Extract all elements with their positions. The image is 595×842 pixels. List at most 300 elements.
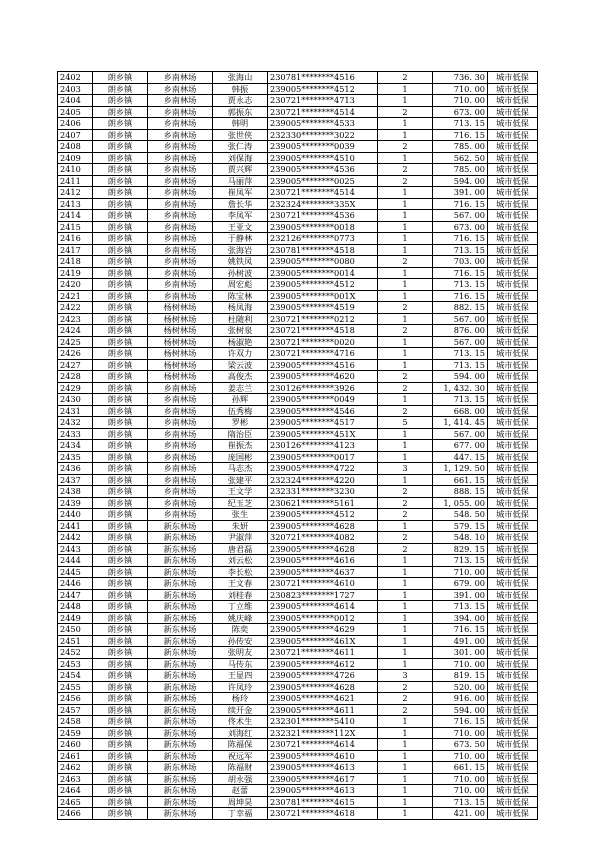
household-size-cell: 2: [378, 405, 433, 417]
record-number: 2461: [58, 750, 93, 762]
table-row: [58, 704, 538, 716]
town-cell: 朗乡镇: [93, 474, 148, 486]
table-row: [58, 589, 538, 601]
village-cell: 乡南林场: [148, 141, 213, 153]
id-number-cell: 239005********4512: [268, 509, 378, 521]
village-cell: 乡南林场: [148, 164, 213, 176]
record-number: 2434: [58, 440, 93, 452]
table-row: [58, 279, 538, 291]
table-body: [58, 72, 538, 820]
id-number-cell: 230781********4518: [268, 244, 378, 256]
table-row: [58, 210, 538, 222]
id-number-cell: 232321********112X: [268, 727, 378, 739]
household-size-cell: 1: [378, 451, 433, 463]
record-number: 2460: [58, 739, 93, 751]
record-number: 2433: [58, 428, 93, 440]
town-cell: 朗乡镇: [93, 221, 148, 233]
id-number-cell: 232126********0773: [268, 233, 378, 245]
category-cell: 城市低保: [488, 451, 538, 463]
table-row: [58, 785, 538, 797]
id-number-cell: 239005********4628: [268, 681, 378, 693]
table-row: [58, 152, 538, 164]
table-row: [58, 382, 538, 394]
amount-cell: 829. 15: [433, 543, 488, 555]
town-cell: 朗乡镇: [93, 670, 148, 682]
amount-cell: 567. 00: [433, 428, 488, 440]
id-number-cell: 239005********4614: [268, 601, 378, 613]
village-cell: 新东林场: [148, 578, 213, 590]
village-cell: 新东林场: [148, 658, 213, 670]
amount-cell: 703. 00: [433, 256, 488, 268]
amount-cell: 713. 15: [433, 359, 488, 371]
amount-cell: 710. 00: [433, 658, 488, 670]
household-size-cell: 1: [378, 244, 433, 256]
id-number-cell: 239005********4637: [268, 566, 378, 578]
amount-cell: 661. 15: [433, 474, 488, 486]
id-number-cell: 230721********4713: [268, 95, 378, 107]
table-row: [58, 601, 538, 613]
table-row: [58, 773, 538, 785]
village-cell: 乡南林场: [148, 290, 213, 302]
name-cell: 孙辉: [213, 394, 268, 406]
amount-cell: 716. 15: [433, 624, 488, 636]
name-cell: 续开金: [213, 704, 268, 716]
household-size-cell: 1: [378, 428, 433, 440]
town-cell: 朗乡镇: [93, 566, 148, 578]
town-cell: 朗乡镇: [93, 624, 148, 636]
household-size-cell: 2: [378, 302, 433, 314]
amount-cell: 710. 00: [433, 95, 488, 107]
town-cell: 朗乡镇: [93, 612, 148, 624]
household-size-cell: 1: [378, 83, 433, 95]
id-number-cell: 230721********4514: [268, 106, 378, 118]
amount-cell: 710. 00: [433, 750, 488, 762]
table-row: [58, 762, 538, 774]
town-cell: 朗乡镇: [93, 394, 148, 406]
category-cell: 城市低保: [488, 267, 538, 279]
table-row: [58, 83, 538, 95]
town-cell: 朗乡镇: [93, 279, 148, 291]
amount-cell: 713. 15: [433, 348, 488, 360]
table-row: [58, 451, 538, 463]
town-cell: 朗乡镇: [93, 589, 148, 601]
household-size-cell: 1: [378, 520, 433, 532]
village-cell: 新东林场: [148, 716, 213, 728]
town-cell: 朗乡镇: [93, 463, 148, 475]
category-cell: 城市低保: [488, 543, 538, 555]
name-cell: 张明友: [213, 647, 268, 659]
amount-cell: 710. 00: [433, 773, 488, 785]
town-cell: 朗乡镇: [93, 325, 148, 337]
village-cell: 新东林场: [148, 727, 213, 739]
amount-cell: 394. 00: [433, 612, 488, 624]
table-row: [58, 497, 538, 509]
record-number: 2450: [58, 624, 93, 636]
village-cell: 乡南林场: [148, 440, 213, 452]
table-row: [58, 302, 538, 314]
id-number-cell: 230823********1727: [268, 589, 378, 601]
id-number-cell: 230721********4716: [268, 348, 378, 360]
amount-cell: 716. 15: [433, 716, 488, 728]
category-cell: 城市低保: [488, 164, 538, 176]
amount-cell: 673. 00: [433, 106, 488, 118]
amount-cell: 710. 00: [433, 785, 488, 797]
amount-cell: 562. 50: [433, 152, 488, 164]
record-number: 2458: [58, 716, 93, 728]
table-row: [58, 647, 538, 659]
name-cell: 张生: [213, 509, 268, 521]
id-number-cell: 230781********4615: [268, 796, 378, 808]
amount-cell: 677. 00: [433, 440, 488, 452]
id-number-cell: 239005********4620: [268, 371, 378, 383]
amount-cell: 391. 00: [433, 589, 488, 601]
village-cell: 乡南林场: [148, 95, 213, 107]
record-number: 2456: [58, 693, 93, 705]
household-size-cell: 3: [378, 670, 433, 682]
household-size-cell: 1: [378, 727, 433, 739]
amount-cell: 567. 00: [433, 336, 488, 348]
amount-cell: 594. 00: [433, 704, 488, 716]
town-cell: 朗乡镇: [93, 532, 148, 544]
household-size-cell: 2: [378, 704, 433, 716]
id-number-cell: 239005********0049: [268, 394, 378, 406]
amount-cell: 785. 00: [433, 141, 488, 153]
amount-cell: 713. 15: [433, 796, 488, 808]
name-cell: 陈福财: [213, 762, 268, 774]
category-cell: 城市低保: [488, 313, 538, 325]
village-cell: 新东林场: [148, 704, 213, 716]
town-cell: 朗乡镇: [93, 95, 148, 107]
amount-cell: 716. 15: [433, 129, 488, 141]
record-number: 2462: [58, 762, 93, 774]
household-size-cell: 1: [378, 647, 433, 659]
village-cell: 杨树林场: [148, 371, 213, 383]
category-cell: 城市低保: [488, 486, 538, 498]
household-size-cell: 1: [378, 394, 433, 406]
table-row: [58, 474, 538, 486]
name-cell: 丁幸福: [213, 808, 268, 820]
record-number: 2430: [58, 394, 93, 406]
household-size-cell: 1: [378, 785, 433, 797]
id-number-cell: 239005********4613: [268, 785, 378, 797]
category-cell: 城市低保: [488, 681, 538, 693]
town-cell: 朗乡镇: [93, 762, 148, 774]
town-cell: 朗乡镇: [93, 313, 148, 325]
id-number-cell: 239005********0018: [268, 221, 378, 233]
record-number: 2459: [58, 727, 93, 739]
amount-cell: 1, 055. 00: [433, 497, 488, 509]
town-cell: 朗乡镇: [93, 750, 148, 762]
town-cell: 朗乡镇: [93, 796, 148, 808]
category-cell: 城市低保: [488, 233, 538, 245]
category-cell: 城市低保: [488, 739, 538, 751]
village-cell: 新东林场: [148, 681, 213, 693]
name-cell: 尹淑萍: [213, 532, 268, 544]
table-row: [58, 221, 538, 233]
amount-cell: 668. 00: [433, 405, 488, 417]
name-cell: 刘保海: [213, 152, 268, 164]
town-cell: 朗乡镇: [93, 152, 148, 164]
village-cell: 新东林场: [148, 647, 213, 659]
household-size-cell: 1: [378, 658, 433, 670]
category-cell: 城市低保: [488, 382, 538, 394]
category-cell: 城市低保: [488, 187, 538, 199]
amount-cell: 713. 15: [433, 394, 488, 406]
amount-cell: 673. 50: [433, 739, 488, 751]
village-cell: 乡南林场: [148, 221, 213, 233]
village-cell: 杨树林场: [148, 325, 213, 337]
amount-cell: 447. 15: [433, 451, 488, 463]
id-number-cell: 230721********4536: [268, 210, 378, 222]
name-cell: 韩振: [213, 83, 268, 95]
town-cell: 朗乡镇: [93, 543, 148, 555]
record-number: 2414: [58, 210, 93, 222]
table-row: [58, 325, 538, 337]
village-cell: 乡南林场: [148, 382, 213, 394]
town-cell: 朗乡镇: [93, 129, 148, 141]
town-cell: 朗乡镇: [93, 635, 148, 647]
amount-cell: 713. 15: [433, 118, 488, 130]
town-cell: 朗乡镇: [93, 233, 148, 245]
id-number-cell: 230721********4611: [268, 647, 378, 659]
table-row: [58, 198, 538, 210]
category-cell: 城市低保: [488, 727, 538, 739]
town-cell: 朗乡镇: [93, 808, 148, 820]
id-number-cell: 232324********335X: [268, 198, 378, 210]
household-size-cell: 1: [378, 808, 433, 820]
name-cell: 纪玉芝: [213, 497, 268, 509]
town-cell: 朗乡镇: [93, 451, 148, 463]
id-number-cell: 230721********0020: [268, 336, 378, 348]
table-row: [58, 739, 538, 751]
id-number-cell: 239005********4519: [268, 302, 378, 314]
id-number-cell: 239005********0080: [268, 256, 378, 268]
town-cell: 朗乡镇: [93, 716, 148, 728]
record-number: 2440: [58, 509, 93, 521]
amount-cell: 579. 15: [433, 520, 488, 532]
table-row: [58, 118, 538, 130]
table-row: [58, 371, 538, 383]
name-cell: 郭振东: [213, 106, 268, 118]
record-number: 2403: [58, 83, 93, 95]
village-cell: 新东林场: [148, 670, 213, 682]
category-cell: 城市低保: [488, 566, 538, 578]
amount-cell: 710. 00: [433, 727, 488, 739]
name-cell: 杨玲: [213, 693, 268, 705]
id-number-cell: 239005********0017: [268, 451, 378, 463]
village-cell: 杨树林场: [148, 359, 213, 371]
record-number: 2409: [58, 152, 93, 164]
record-number: 2428: [58, 371, 93, 383]
village-cell: 乡南林场: [148, 394, 213, 406]
record-number: 2404: [58, 95, 93, 107]
table-row: [58, 348, 538, 360]
household-size-cell: 5: [378, 417, 433, 429]
village-cell: 新东林场: [148, 555, 213, 567]
id-number-cell: 239005********4536: [268, 164, 378, 176]
household-size-cell: 1: [378, 440, 433, 452]
id-number-cell: 230621********5161: [268, 497, 378, 509]
category-cell: 城市低保: [488, 555, 538, 567]
town-cell: 朗乡镇: [93, 267, 148, 279]
record-number: 2410: [58, 164, 93, 176]
town-cell: 朗乡镇: [93, 647, 148, 659]
id-number-cell: 230126********4123: [268, 440, 378, 452]
household-size-cell: 1: [378, 612, 433, 624]
id-number-cell: 239005********0012: [268, 612, 378, 624]
category-cell: 城市低保: [488, 509, 538, 521]
household-size-cell: 1: [378, 773, 433, 785]
table-row: [58, 509, 538, 521]
name-cell: 周坤昊: [213, 796, 268, 808]
table-row: [58, 187, 538, 199]
category-cell: 城市低保: [488, 221, 538, 233]
town-cell: 朗乡镇: [93, 555, 148, 567]
name-cell: 梁云波: [213, 359, 268, 371]
category-cell: 城市低保: [488, 394, 538, 406]
name-cell: 张建平: [213, 474, 268, 486]
category-cell: 城市低保: [488, 72, 538, 84]
category-cell: 城市低保: [488, 589, 538, 601]
household-size-cell: 1: [378, 601, 433, 613]
name-cell: 唐君磊: [213, 543, 268, 555]
category-cell: 城市低保: [488, 635, 538, 647]
household-size-cell: 1: [378, 716, 433, 728]
id-number-cell: 230721********4518: [268, 325, 378, 337]
town-cell: 朗乡镇: [93, 359, 148, 371]
table-row: [58, 175, 538, 187]
category-cell: 城市低保: [488, 279, 538, 291]
name-cell: 姜志兰: [213, 382, 268, 394]
category-cell: 城市低保: [488, 578, 538, 590]
town-cell: 朗乡镇: [93, 244, 148, 256]
id-number-cell: 232324********4220: [268, 474, 378, 486]
amount-cell: 785. 00: [433, 164, 488, 176]
name-cell: 陈宝林: [213, 290, 268, 302]
id-number-cell: 232331********3230: [268, 486, 378, 498]
table-row: [58, 727, 538, 739]
table-row: [58, 796, 538, 808]
id-number-cell: 239005********4722: [268, 463, 378, 475]
category-cell: 城市低保: [488, 647, 538, 659]
town-cell: 朗乡镇: [93, 509, 148, 521]
category-cell: 城市低保: [488, 773, 538, 785]
village-cell: 新东林场: [148, 785, 213, 797]
record-number: 2452: [58, 647, 93, 659]
amount-cell: 716. 15: [433, 290, 488, 302]
table-row: [58, 164, 538, 176]
record-number: 2444: [58, 555, 93, 567]
household-size-cell: 1: [378, 279, 433, 291]
id-number-cell: 230721********4614: [268, 739, 378, 751]
table-row: [58, 681, 538, 693]
table-row: [58, 670, 538, 682]
village-cell: 乡南林场: [148, 417, 213, 429]
category-cell: 城市低保: [488, 785, 538, 797]
household-size-cell: 2: [378, 325, 433, 337]
town-cell: 朗乡镇: [93, 417, 148, 429]
id-number-cell: 239005********4628: [268, 520, 378, 532]
amount-cell: 716. 15: [433, 267, 488, 279]
record-number: 2416: [58, 233, 93, 245]
name-cell: 周宏彪: [213, 279, 268, 291]
household-size-cell: 1: [378, 578, 433, 590]
name-cell: 佟术生: [213, 716, 268, 728]
name-cell: 胡永强: [213, 773, 268, 785]
record-number: 2407: [58, 129, 93, 141]
category-cell: 城市低保: [488, 141, 538, 153]
category-cell: 城市低保: [488, 440, 538, 452]
village-cell: 乡南林场: [148, 129, 213, 141]
village-cell: 乡南林场: [148, 509, 213, 521]
category-cell: 城市低保: [488, 601, 538, 613]
town-cell: 朗乡镇: [93, 83, 148, 95]
amount-cell: 567. 00: [433, 313, 488, 325]
id-number-cell: 239005********4611: [268, 704, 378, 716]
category-cell: 城市低保: [488, 750, 538, 762]
village-cell: 乡南林场: [148, 474, 213, 486]
table-row: [58, 267, 538, 279]
name-cell: 陈福保: [213, 739, 268, 751]
id-number-cell: 239005********0039: [268, 141, 378, 153]
id-number-cell: 239005********451X: [268, 428, 378, 440]
category-cell: 城市低保: [488, 175, 538, 187]
village-cell: 乡南林场: [148, 244, 213, 256]
village-cell: 新东林场: [148, 773, 213, 785]
record-number: 2425: [58, 336, 93, 348]
name-cell: 贾永志: [213, 95, 268, 107]
village-cell: 杨树林场: [148, 313, 213, 325]
household-size-cell: 1: [378, 555, 433, 567]
category-cell: 城市低保: [488, 474, 538, 486]
name-cell: 陈奕: [213, 624, 268, 636]
town-cell: 朗乡镇: [93, 290, 148, 302]
id-number-cell: 239005********4612: [268, 658, 378, 670]
id-number-cell: 239005********0025: [268, 175, 378, 187]
id-number-cell: 230721********0212: [268, 313, 378, 325]
table-row: [58, 405, 538, 417]
town-cell: 朗乡镇: [93, 382, 148, 394]
category-cell: 城市低保: [488, 612, 538, 624]
name-cell: 罗彬: [213, 417, 268, 429]
amount-cell: 594. 00: [433, 175, 488, 187]
village-cell: 新东林场: [148, 624, 213, 636]
category-cell: 城市低保: [488, 83, 538, 95]
village-cell: 乡南林场: [148, 405, 213, 417]
record-number: 2423: [58, 313, 93, 325]
household-size-cell: 1: [378, 348, 433, 360]
village-cell: 乡南林场: [148, 279, 213, 291]
name-cell: 高俊杰: [213, 371, 268, 383]
table-row: [58, 486, 538, 498]
town-cell: 朗乡镇: [93, 164, 148, 176]
table-row: [58, 394, 538, 406]
household-size-cell: 2: [378, 486, 433, 498]
record-number: 2443: [58, 543, 93, 555]
table-row: [58, 716, 538, 728]
amount-cell: 916. 00: [433, 693, 488, 705]
village-cell: 乡南林场: [148, 451, 213, 463]
amount-cell: 1, 129. 50: [433, 463, 488, 475]
record-number: 2439: [58, 497, 93, 509]
category-cell: 城市低保: [488, 118, 538, 130]
name-cell: 伍秀梅: [213, 405, 268, 417]
amount-cell: 876. 00: [433, 325, 488, 337]
village-cell: 乡南林场: [148, 486, 213, 498]
name-cell: 韩明: [213, 118, 268, 130]
village-cell: 新东林场: [148, 693, 213, 705]
town-cell: 朗乡镇: [93, 578, 148, 590]
